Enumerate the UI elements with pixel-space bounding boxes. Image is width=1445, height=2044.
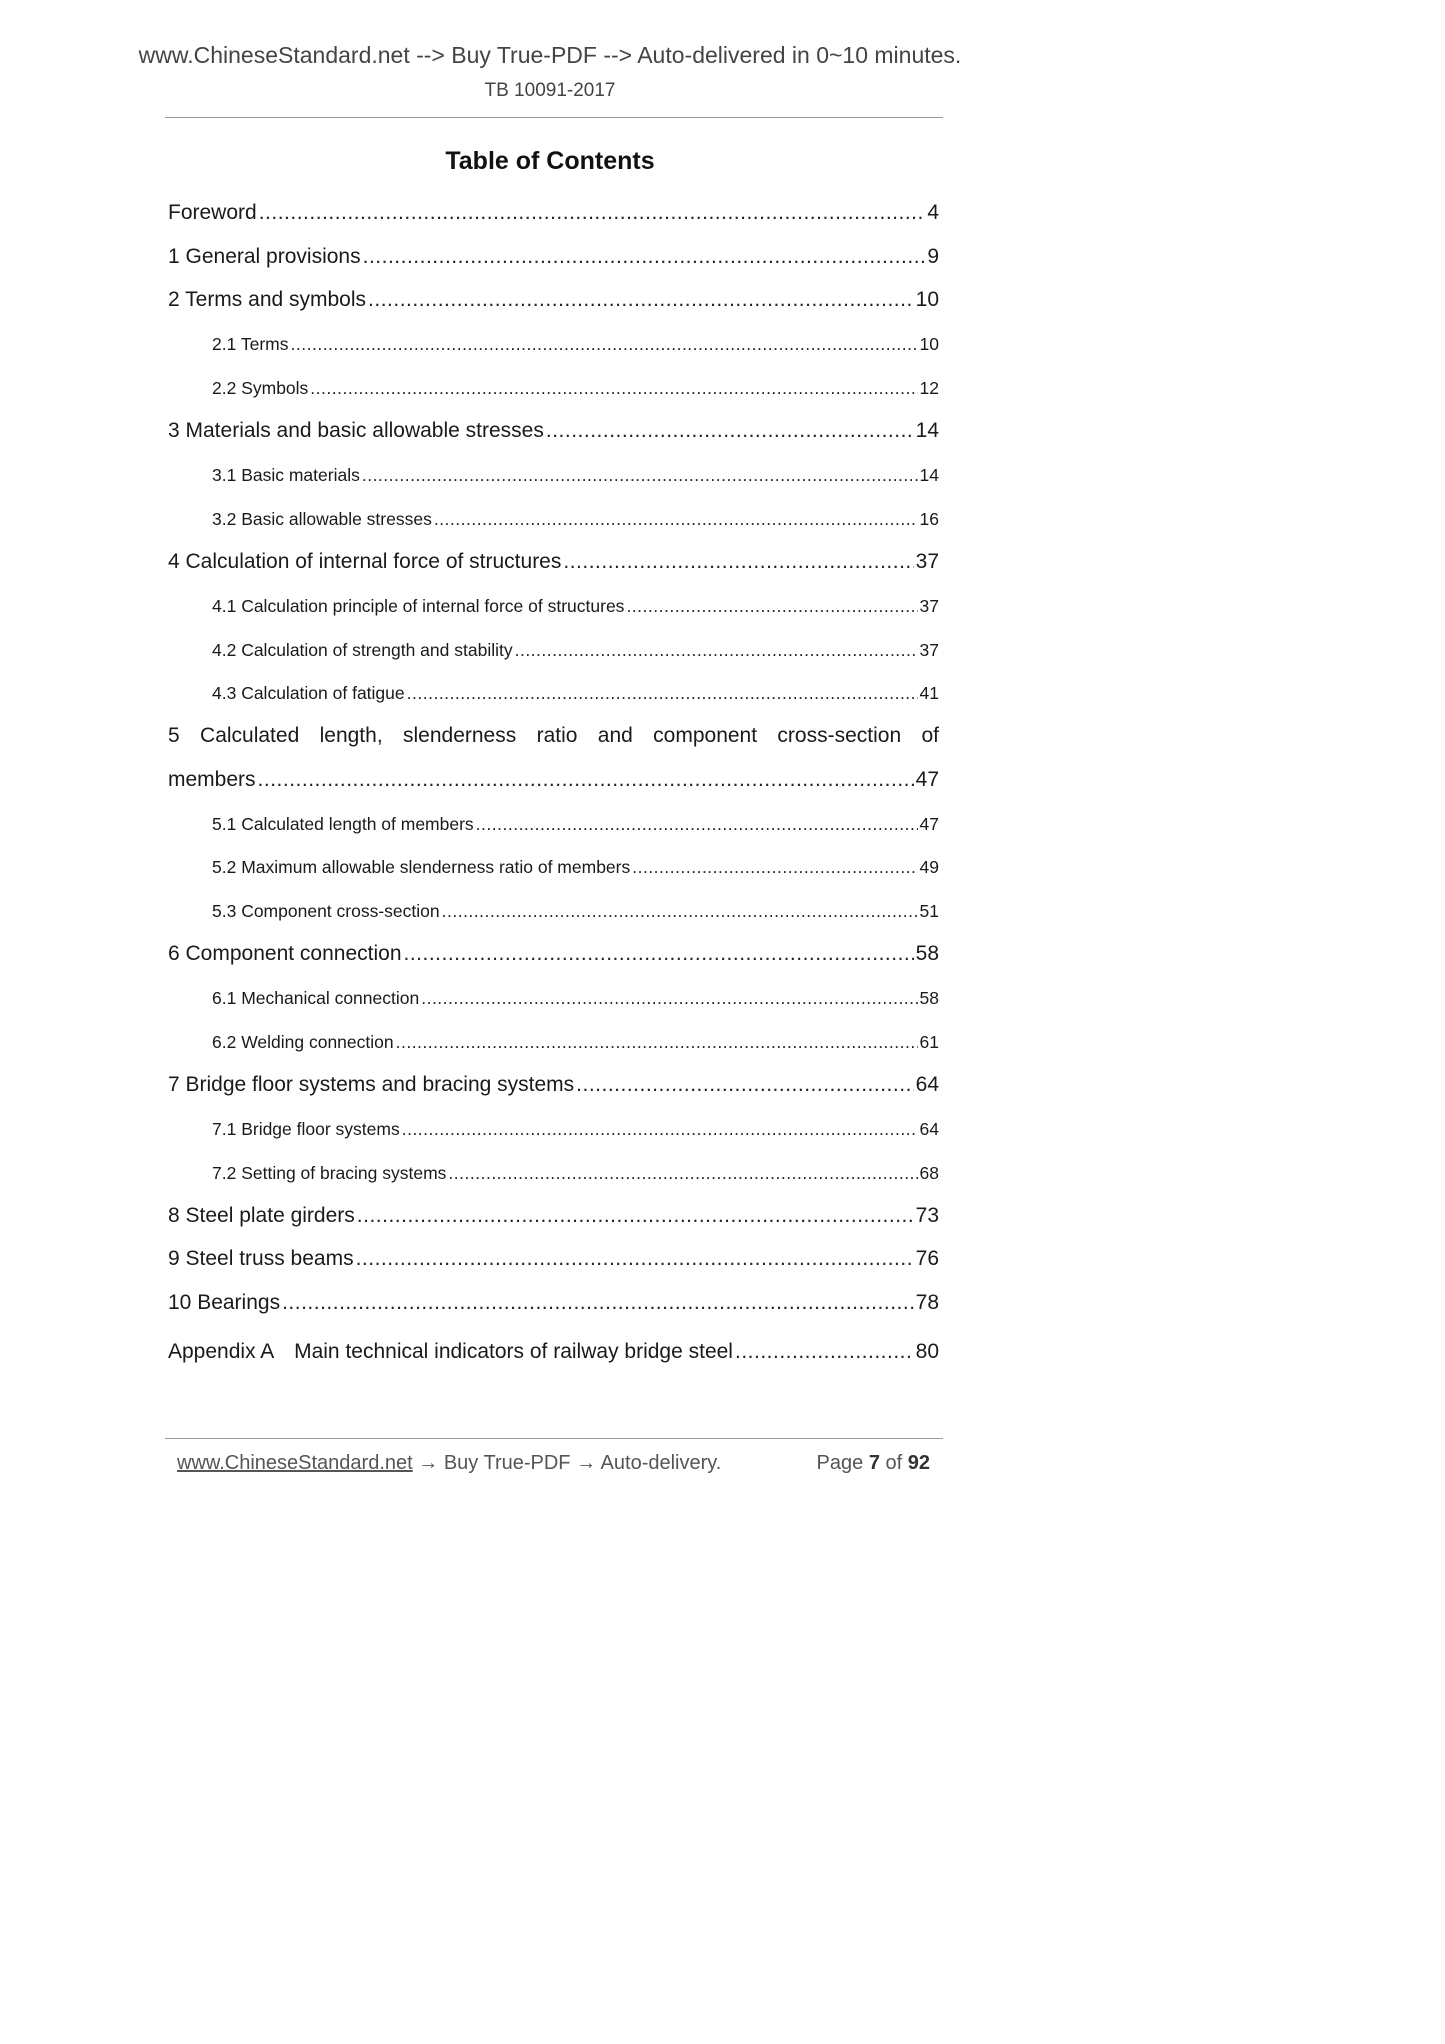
- toc-leader-dots: [407, 683, 918, 704]
- toc-entry-label: 4.2 Calculation of strength and stability: [212, 640, 513, 660]
- header-divider: [165, 117, 943, 118]
- toc-entry-page: 76: [915, 1247, 939, 1270]
- toc-entry-label: 2 Terms and symbols: [168, 288, 367, 311]
- toc-entry-label-cont: members: [168, 768, 256, 791]
- toc-entry-page: 61: [919, 1032, 939, 1052]
- toc-leader-dots: [421, 988, 917, 1009]
- toc-entry-label: 4.3 Calculation of fatigue: [212, 683, 405, 703]
- toc-entry-label: 7.2 Setting of bracing systems: [212, 1163, 447, 1183]
- toc-leader-dots: [291, 334, 918, 355]
- toc-entry-5-cont[interactable]: [168, 768, 939, 792]
- toc-leader-dots: [515, 640, 918, 661]
- toc-entry-page: 47: [919, 814, 939, 834]
- toc-leader-dots: [404, 942, 914, 966]
- toc-entry-page: 73: [915, 1204, 939, 1227]
- toc-entry-5-1[interactable]: [212, 814, 939, 835]
- toc-entry-6-2[interactable]: [212, 1032, 939, 1053]
- toc-entry-page: 80: [915, 1340, 939, 1363]
- toc-leader-dots: [448, 1163, 917, 1184]
- toc-leader-dots: [402, 1119, 918, 1140]
- toc-entry-page: 68: [919, 1163, 939, 1183]
- toc-leader-dots: [735, 1340, 914, 1364]
- toc-entry-label: Foreword: [168, 201, 257, 224]
- toc-entry-page: 14: [915, 419, 939, 442]
- toc-entry-page: 14: [919, 465, 939, 485]
- toc-leader-dots: [563, 550, 913, 574]
- toc-leader-dots: [434, 509, 918, 530]
- toc-leader-dots: [576, 1073, 913, 1097]
- toc-entry-3-2[interactable]: [212, 509, 939, 530]
- toc-entry-label: 5.1 Calculated length of members: [212, 814, 474, 834]
- toc-entry-page: 58: [915, 942, 939, 965]
- toc-entry-page: 64: [915, 1073, 939, 1096]
- toc-entry-2[interactable]: [168, 288, 939, 312]
- footer-delivery-text: Auto-delivery.: [600, 1452, 722, 1474]
- toc-entry-label: 5.3 Component cross-section: [212, 901, 440, 921]
- toc-entry-page: 47: [915, 768, 939, 791]
- toc-entry-label: 6 Component connection: [168, 942, 402, 965]
- toc-entry-label: 3.1 Basic materials: [212, 465, 360, 485]
- toc-entry-label: 1 General provisions: [168, 245, 361, 268]
- footer-promo: [177, 1452, 721, 1475]
- toc-entry-4-3[interactable]: [212, 683, 939, 704]
- toc-leader-dots: [310, 378, 917, 399]
- toc-entry-label: 2.2 Symbols: [212, 378, 309, 398]
- toc-entry-page: 58: [919, 988, 939, 1008]
- toc-entry-7-1[interactable]: [212, 1119, 939, 1140]
- toc-entry-label: 5.2 Maximum allowable slenderness ratio of members: [212, 857, 631, 877]
- of-word: of: [885, 1452, 903, 1474]
- toc-entry-10[interactable]: [168, 1291, 939, 1315]
- toc-entry-label: 8 Steel plate girders: [168, 1204, 355, 1227]
- toc-entry-label: Appendix A Main technical indicators of railway bridge steel: [168, 1340, 733, 1363]
- toc-entry-label: 4.1 Calculation principle of internal force of structures: [212, 596, 625, 616]
- toc-leader-dots: [396, 1032, 918, 1053]
- arrow-right-icon: →: [576, 1452, 597, 1474]
- toc-entry-label: 4 Calculation of internal force of structures: [168, 550, 562, 573]
- toc-leader-dots: [282, 1291, 914, 1315]
- toc-leader-dots: [442, 901, 918, 922]
- footer-divider: [165, 1438, 943, 1439]
- footer-site-link[interactable]: www.ChineseStandard.net: [177, 1452, 413, 1474]
- toc-entry-label: 5 Calculated length, slenderness ratio and component cross-section of: [168, 724, 939, 747]
- toc-title: Table of Contents: [445, 147, 655, 175]
- toc-entry-page: 9: [927, 245, 939, 268]
- toc-entry-label: 2.1 Terms: [212, 334, 289, 354]
- toc-entry-page: 37: [919, 596, 939, 616]
- footer-buy-text: Buy True-PDF: [443, 1452, 571, 1474]
- toc-entry-label: 3 Materials and basic allowable stresses: [168, 419, 544, 442]
- toc-entry-9[interactable]: [168, 1247, 939, 1271]
- header-banner: www.ChineseStandard.net --> Buy True-PDF --> Auto-delivered in 0~10 minutes.: [138, 42, 962, 68]
- page-indicator: [817, 1452, 930, 1475]
- toc-entry-7-2[interactable]: [212, 1163, 939, 1184]
- toc-entry-page: 37: [919, 640, 939, 660]
- toc-leader-dots: [259, 201, 926, 225]
- toc-entry-page: 51: [919, 901, 939, 921]
- toc-entry-page: 10: [919, 334, 939, 354]
- toc-entry-label: 7 Bridge floor systems and bracing systems: [168, 1073, 575, 1096]
- toc-entry-8[interactable]: [168, 1204, 939, 1228]
- toc-entry-label: 9 Steel truss beams: [168, 1247, 354, 1270]
- toc-entry-2-1[interactable]: [212, 334, 939, 355]
- toc-entry-foreword[interactable]: [168, 201, 939, 225]
- toc-entry-page: 78: [915, 1291, 939, 1314]
- toc-entry-4-2[interactable]: [212, 640, 939, 661]
- toc-entry-5-3[interactable]: [212, 901, 939, 922]
- page-number: 7: [868, 1452, 880, 1474]
- toc-entry-6[interactable]: [168, 942, 939, 966]
- toc-entry-page: 10: [915, 288, 939, 311]
- toc-entry-6-1[interactable]: [212, 988, 939, 1009]
- page-total: 92: [907, 1452, 930, 1474]
- toc-leader-dots: [546, 419, 914, 443]
- toc-leader-dots: [632, 857, 917, 878]
- toc-leader-dots: [363, 245, 926, 269]
- toc-entry-label: 3.2 Basic allowable stresses: [212, 509, 432, 529]
- toc-leader-dots: [356, 1247, 914, 1271]
- toc-entry-page: 4: [927, 201, 939, 224]
- toc-entry-label: 6.2 Welding connection: [212, 1032, 394, 1052]
- toc-entry-3[interactable]: [168, 419, 939, 443]
- toc-entry-4-1[interactable]: [212, 596, 939, 617]
- toc-entry-7[interactable]: [168, 1073, 939, 1097]
- toc-entry-page: 49: [919, 857, 939, 877]
- toc-entry-4[interactable]: [168, 550, 939, 574]
- toc-entry-appendix-a[interactable]: [168, 1335, 939, 1365]
- toc-entry-page: 64: [919, 1119, 939, 1139]
- toc-entry-5-2[interactable]: [212, 857, 939, 878]
- toc-leader-dots: [357, 1204, 914, 1228]
- toc-entry-5[interactable]: [168, 724, 939, 748]
- toc-entry-label: 7.1 Bridge floor systems: [212, 1119, 400, 1139]
- toc-entry-label: 6.1 Mechanical connection: [212, 988, 420, 1008]
- toc-leader-dots: [368, 288, 914, 312]
- toc-entry-2-2[interactable]: [212, 378, 939, 399]
- toc-leader-dots: [626, 596, 917, 617]
- page-word: Page: [816, 1452, 864, 1474]
- arrow-right-icon: →: [418, 1452, 439, 1474]
- toc-entry-label: 10 Bearings: [168, 1291, 281, 1314]
- toc-entry-3-1[interactable]: [212, 465, 939, 486]
- toc-entry-page: 12: [919, 378, 939, 398]
- document-code: TB 10091-2017: [484, 80, 616, 101]
- toc-entry-page: 16: [919, 509, 939, 529]
- toc-entry-1[interactable]: [168, 245, 939, 269]
- toc-leader-dots: [362, 465, 918, 486]
- toc-entry-page: 41: [919, 683, 939, 703]
- toc-entry-page: 37: [915, 550, 939, 573]
- toc-leader-dots: [258, 768, 914, 792]
- toc-leader-dots: [476, 814, 918, 835]
